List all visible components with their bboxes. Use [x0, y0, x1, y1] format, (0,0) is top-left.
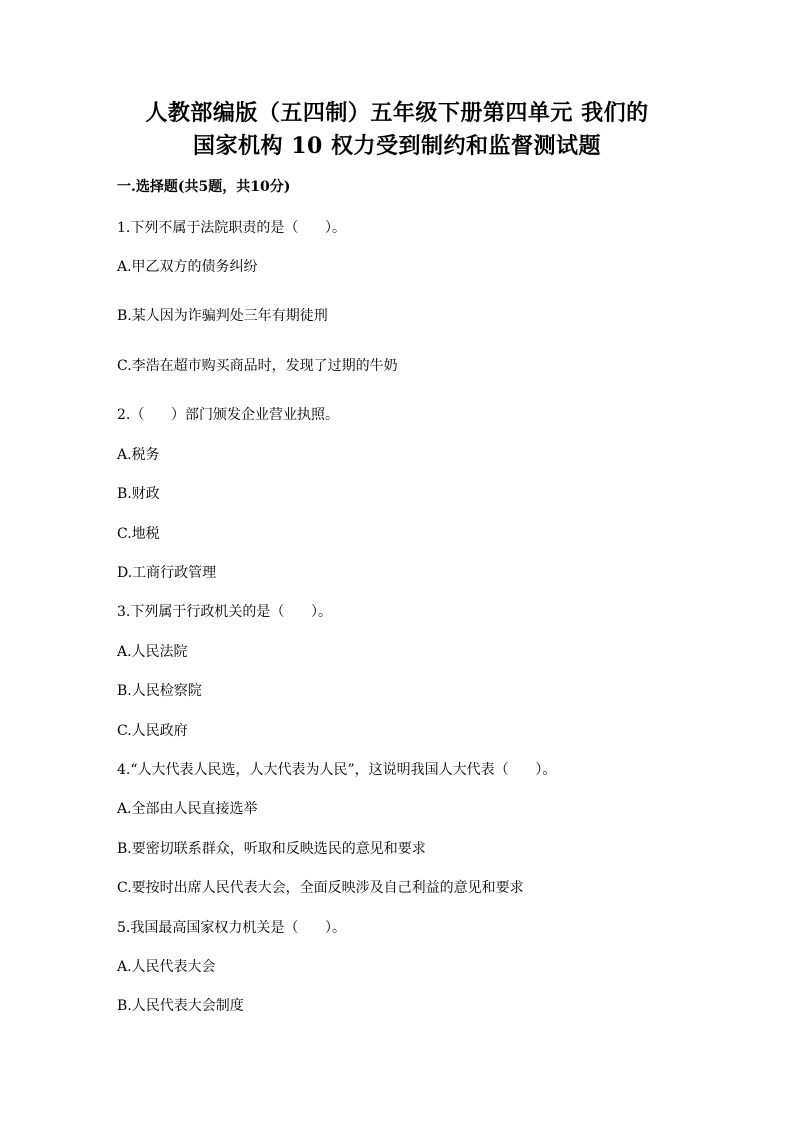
question-3-option-b: B.人民检察院	[117, 683, 202, 699]
question-3-option-a: A.人民法院	[117, 644, 188, 660]
question-2-option-b: B.财政	[117, 486, 160, 502]
question-4-stem: 4.“人大代表人民选，人大代表为人民”，这说明我国人大代表（ ）。	[117, 762, 557, 778]
question-2-option-a: A.税务	[117, 447, 160, 463]
document-title-line-2: 国家机构 10 权力受到制约和监督测试题	[193, 133, 601, 159]
section-heading: 一.选择题(共5题，共10分)	[117, 179, 291, 195]
question-5-option-b: B.人民代表大会制度	[117, 998, 244, 1014]
question-4-option-b: B.要密切联系群众，听取和反映选民的意见和要求	[117, 841, 426, 857]
question-1-option-b: B.某人因为诈骗判处三年有期徒刑	[117, 308, 328, 324]
document-title-line-1: 人教部编版（五四制）五年级下册第四单元 我们的	[145, 100, 649, 126]
question-5-stem: 5.我国最高国家权力机关是（ ）。	[117, 920, 347, 936]
question-3-stem: 3.下列属于行政机关的是（ ）。	[117, 604, 333, 620]
question-5-option-a: A.人民代表大会	[117, 959, 216, 975]
question-1-stem: 1.下列不属于法院职责的是（ ）。	[117, 220, 347, 236]
question-1-option-c: C.李浩在超市购买商品时，发现了过期的牛奶	[117, 358, 398, 374]
question-1-option-a: A.甲乙双方的债务纠纷	[117, 259, 258, 275]
question-2-option-c: C.地税	[117, 526, 160, 542]
question-4-option-c: C.要按时出席人民代表大会，全面反映涉及自己利益的意见和要求	[117, 880, 524, 896]
question-3-option-c: C.人民政府	[117, 723, 188, 739]
question-2-stem: 2.（ ）部门颁发企业营业执照。	[117, 407, 340, 423]
question-4-option-a: A.全部由人民直接选举	[117, 801, 258, 817]
question-2-option-d: D.工商行政管理	[117, 565, 217, 581]
